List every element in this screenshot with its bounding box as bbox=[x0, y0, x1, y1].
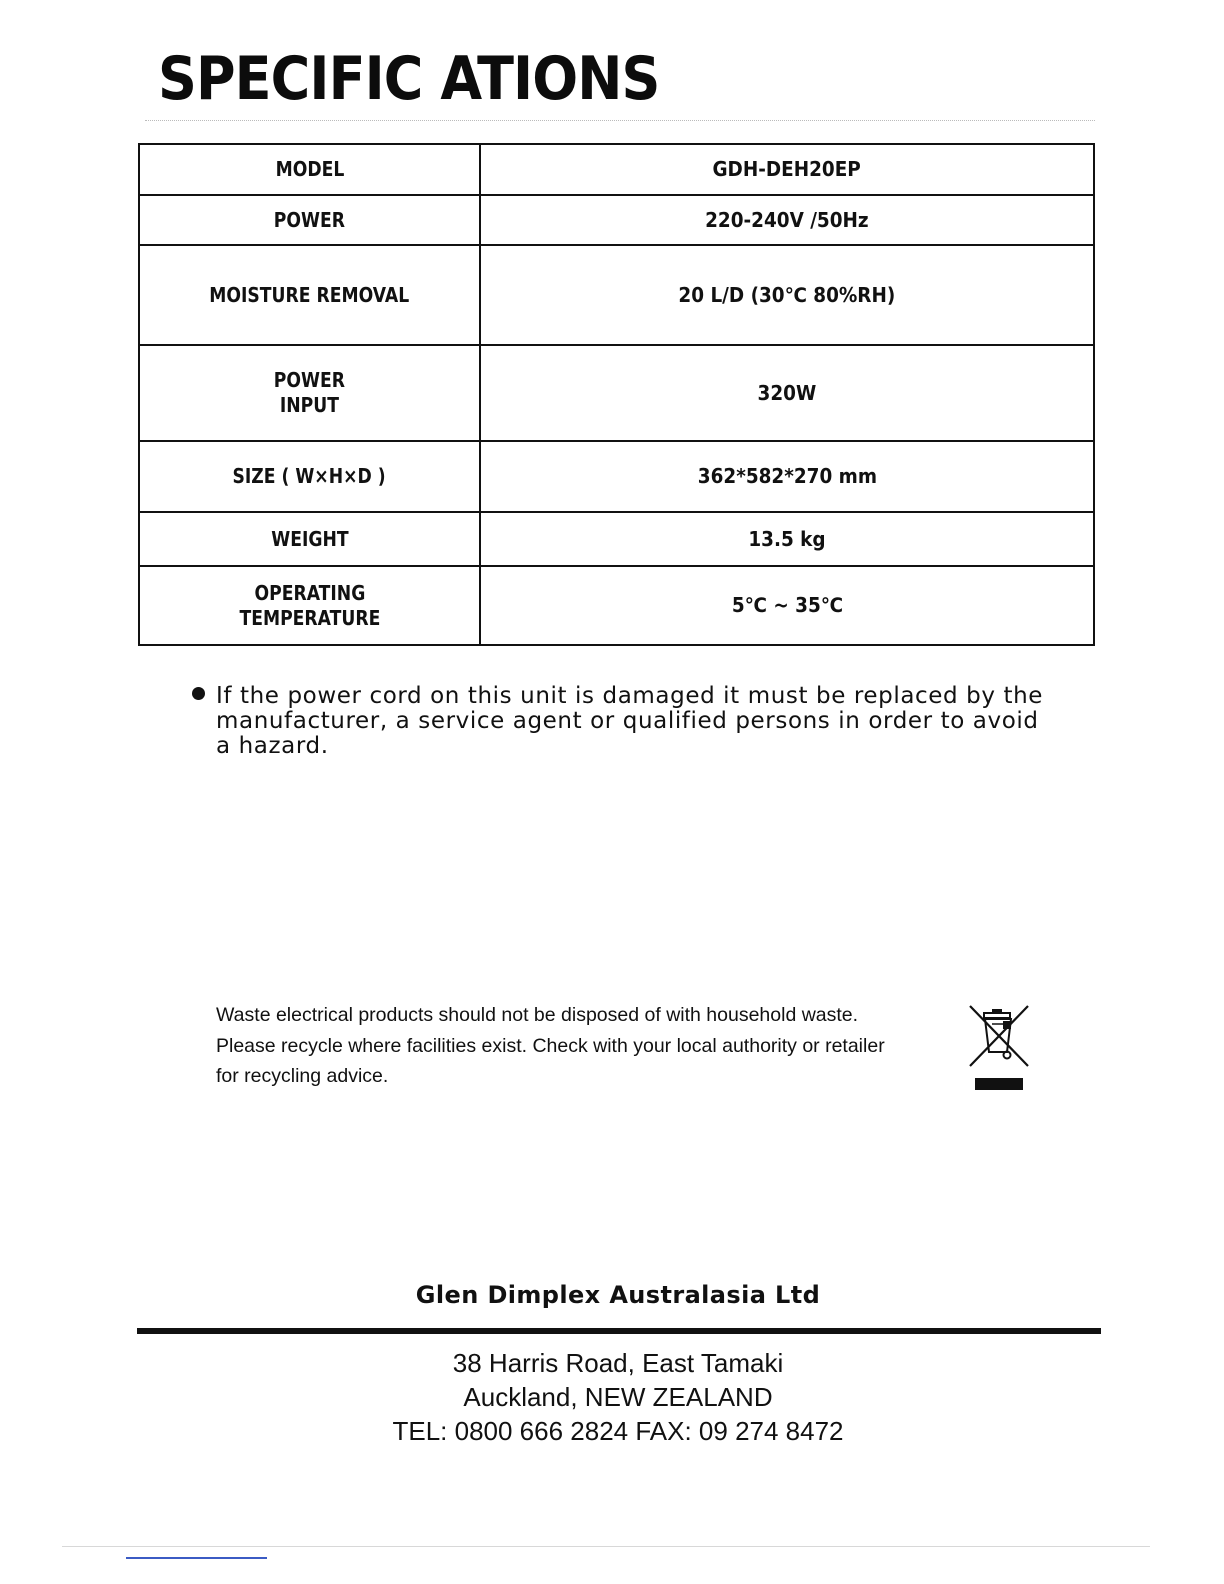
address-city: Auckland, NEW ZEALAND bbox=[463, 1382, 773, 1412]
spec-value: 220-240V /50Hz bbox=[480, 195, 1094, 245]
waste-line: Waste electrical products should not be disposed of with household waste. bbox=[216, 1004, 859, 1026]
notice-line: If the power cord on this unit is damaged it must be replaced by the bbox=[216, 683, 1044, 709]
bullet-icon bbox=[192, 687, 205, 700]
spec-value: 320W bbox=[480, 345, 1094, 441]
power-cord-notice bbox=[192, 684, 1072, 759]
title-divider bbox=[145, 120, 1095, 121]
spec-row-model bbox=[139, 144, 1094, 195]
spec-row-operating-temperature bbox=[139, 566, 1094, 645]
spec-label: SIZE ( W×H×D ) bbox=[139, 441, 480, 512]
spec-row-size bbox=[139, 441, 1094, 512]
spec-row-weight bbox=[139, 512, 1094, 566]
spec-value: GDH-DEH20EP bbox=[480, 144, 1094, 195]
footer-accent-line bbox=[126, 1557, 267, 1559]
company-name: Glen Dimplex Australasia Ltd bbox=[415, 1281, 821, 1309]
footer-divider bbox=[62, 1546, 1150, 1547]
spec-label: MODEL bbox=[139, 144, 480, 195]
spec-row-power bbox=[139, 195, 1094, 245]
spec-value: 20 L/D (30℃ 80%RH) bbox=[480, 245, 1094, 345]
spec-label: WEIGHT bbox=[139, 512, 480, 566]
crossed-out-wheelie-bin-icon bbox=[966, 1002, 1032, 1094]
notice-line: manufacturer, a service agent or qualified persons in order to avoid bbox=[216, 708, 1039, 734]
page-title: SPECIFIC ATIONS bbox=[158, 44, 660, 114]
spec-label: MOISTURE REMOVAL bbox=[139, 245, 480, 345]
address-street: 38 Harris Road, East Tamaki bbox=[452, 1348, 784, 1378]
waste-line: Please recycle where facilities exist. Check with your local authority or retailer bbox=[216, 1034, 885, 1057]
spec-label: POWER bbox=[139, 195, 480, 245]
spec-value: 5℃ ~ 35℃ bbox=[480, 566, 1094, 645]
spec-value: 13.5 kg bbox=[480, 512, 1094, 566]
company-divider bbox=[137, 1328, 1101, 1334]
spec-label: POWER INPUT bbox=[139, 345, 480, 441]
spec-label: OPERATING TEMPERATURE bbox=[139, 566, 480, 645]
company-address bbox=[0, 1346, 1224, 1448]
waste-line: for recycling advice. bbox=[216, 1065, 389, 1087]
spec-value: 362*582*270 mm bbox=[480, 441, 1094, 512]
notice-line: a hazard. bbox=[216, 733, 329, 759]
spec-row-power-input bbox=[139, 345, 1094, 441]
contact-numbers: TEL: 0800 666 2824 FAX: 09 274 8472 bbox=[392, 1416, 844, 1446]
waste-disposal-notice bbox=[216, 1000, 966, 1092]
specifications-table bbox=[138, 143, 1095, 646]
spec-row-moisture-removal bbox=[139, 245, 1094, 345]
